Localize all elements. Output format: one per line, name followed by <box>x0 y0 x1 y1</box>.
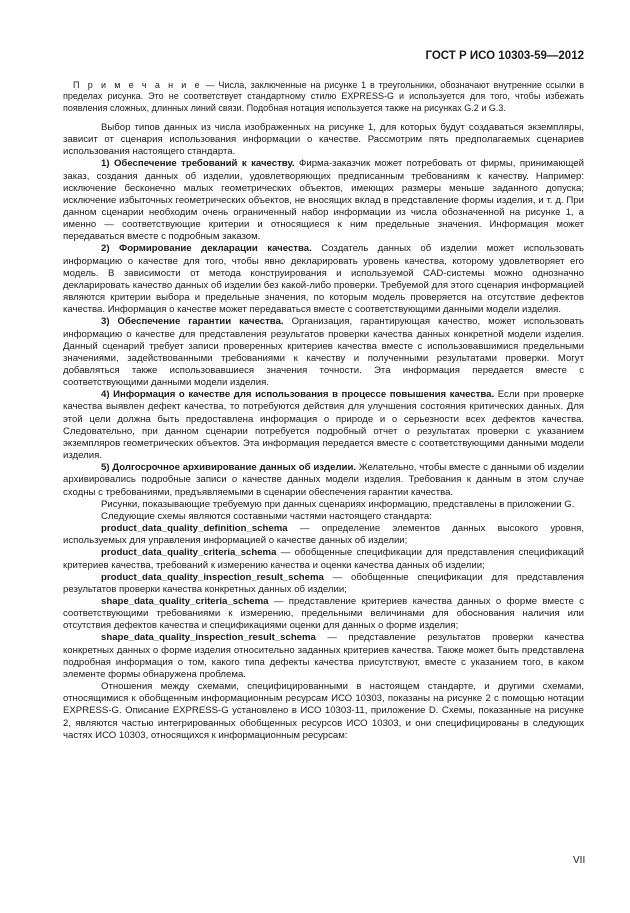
scenario-5 <box>63 462 584 498</box>
scenario-1-text: Фирма-заказчик может потребовать от фирмы, принимающей заказ, создания данных об изделии, удовлетворяющих предписанным требованиям к качеству. Например: исключение бесконечно малых геометрических объектов, имеющих размеры меньше заданного допуска; исключение избыточных геометрических объектов, не вносящих вклад в представление формы изделия, и т. д. При данном сценарии необходим очень ограниченный набор информации из числа обозначенной на рисунке 1, а именно — соответствующие критерии и относящиеся к ним предельные значения. Информация может передаваться вместе с подробным заказом. <box>63 158 585 243</box>
page-number: VII <box>573 855 586 866</box>
note-label: П р и м е ч а н и е <box>73 80 202 90</box>
schema-name-1: product_data_quality_definition_schema <box>101 523 288 535</box>
final-paragraph: Отношения между схемами, специфицированными в настоящем стандарте, и другими схемами, относящимися к обобщенным информационным ресурсам ИСО 10303, показаны на рисунке 2 с помощью нотации EXPRESS-G. Описание EXPRESS-G установлено в ИСО 10303-11, приложение D. Схемы, показанные на рисунке 2, являются частью интегрированных обобщенных ресурсов ИСО 10303, и они специфицированы в следующих частях ИСО 10303, относящихся к информационным ресурсам: <box>63 681 584 741</box>
page-body <box>63 80 584 742</box>
document-header: ГОСТ Р ИСО 10303-59—2012 <box>425 50 584 62</box>
scenario-5-title: 5) Долгосрочное архивирование данных об изделии. <box>101 462 357 474</box>
schema-item-1 <box>63 523 584 547</box>
scenario-1 <box>63 158 584 243</box>
scenario-3-title: 3) Обеспечение гарантии качества. <box>101 316 284 328</box>
schemas-intro: Следующие схемы являются составными частями настоящего стандарта: <box>101 510 432 522</box>
schema-name-2: product_data_quality_criteria_schema <box>101 547 277 559</box>
schema-name-3: product_data_quality_inspection_result_schema <box>101 571 324 583</box>
schema-text-3: — обобщенные спецификации для представления результатов проверки качества конкретных данных об изделии; <box>63 571 584 595</box>
note-paragraph <box>63 80 584 114</box>
scenario-4-title: 4) Информация о качестве для использования в процессе повышения качества. <box>101 389 495 401</box>
schema-text-4: — представление критериев качества данных о форме вместе с соответствующими требованиями к измерению, предельными величинами для обоснования наличия или отсутствия дефектов качества и спецификациями оценки для данных о форме изделия; <box>63 595 584 632</box>
scenario-4-text: Если при проверке качества выявлен дефект качества, то потребуются действия для улучшения состояния критических данных. Для этой цели должна быть предоставлена информация о природе и о серьезности всех дефектов качества. Следовательно, при данном сценарии потребуется подробный отчет о результатах проверки с указанием экземпляров геометрических объектов. Эта информация передается вместе с соответствующими данными модели изделия. <box>63 389 584 462</box>
scenario-1-title: 1) Обеспечение требований к качеству. <box>101 158 295 170</box>
figures-paragraph: Рисунки, показывающие требуемую при данных сценариях информацию, представлены в приложении G. <box>101 498 575 510</box>
scenario-5-text: Желательно, чтобы вместе с данными об изделии архивировались подробные записи о качестве данных модели изделия. Требования к данным в этом случае сходны с требованиями, предъявляемыми в сценарии обеспечения гарантии качества. <box>63 462 584 498</box>
schema-name-5: shape_data_quality_inspection_result_schema <box>101 632 316 644</box>
scenario-3 <box>63 316 584 389</box>
scenario-3-text: Организация, гарантирующая качество, может использовать информацию о качестве для представления результатов проверки качества данных конкретной модели изделия. Данный сценарий требует записи проверенных критериев качества вместе с использовавшимися предельными значениями, задействованными требованиями к качеству и полученными результатами проверки. Могут добавляться также использовавшиеся значения точности. Эта информация передается вместе с соответствующими данными модели изделия. <box>63 316 585 389</box>
note-text: — Числа, заключенные на рисунке 1 в треугольники, обозначают внутренние ссылки в пределах рисунка. Это не соответствует стандартному стилю EXPRESS-G и используется для того, чтобы избежать появления сложных, длинных линий связи. Подобная нотация используется также на рисунках G.2 и G.3. <box>63 80 584 113</box>
schema-item-4 <box>63 596 584 632</box>
schema-text-2: — обобщенные спецификации для представления спецификаций критериев качества, требований к измерению качества и оценки качества данных об изделии; <box>63 547 584 571</box>
schema-item-3 <box>63 572 584 596</box>
schema-text-1: — определение элементов данных высокого уровня, используемых для управления информацией о качестве данных об изделии; <box>63 523 584 547</box>
intro-paragraph: Выбор типов данных из числа изображенных на рисунке 1, для которых будут создаваться экземпляры, зависит от сценария использования информации о качестве. Рассмотрим пять предполагаемых сценариев использования настоящего стандарта. <box>63 121 584 158</box>
schema-name-4: shape_data_quality_criteria_schema <box>101 595 269 607</box>
scenario-2 <box>63 243 584 316</box>
schema-text-5: — представление результатов проверки качества конкретных данных о форме изделия относительно заданных критериев качества. Также может быть представлена подробная информация о том, какого типа дефекты качества присутствуют, вместе с указанием того, в каком элементе формы обнаружена проблема. <box>63 632 584 680</box>
schema-item-2 <box>63 547 584 571</box>
scenario-2-title: 2) Формирование декларации качества. <box>101 243 312 255</box>
scenario-4 <box>63 389 584 462</box>
scenario-2-text: Создатель данных об изделии может использовать информацию о качестве для того, чтобы явно декларировать уровень качества, которому удовлетворяет его модель. В зависимости от метода конструирования и используемой CAD-системы можно однозначно декларировать качество данных об изделии без какой-либо проверки. Требуемой для этого сценария информацией являются критерии выбора и предельные значения, по которым модель проверяется на отсутствие дефектов качества. Информация о качестве может передаваться вместе с соответствующими данными модели изделия. <box>63 243 584 316</box>
schema-item-5 <box>63 632 584 681</box>
